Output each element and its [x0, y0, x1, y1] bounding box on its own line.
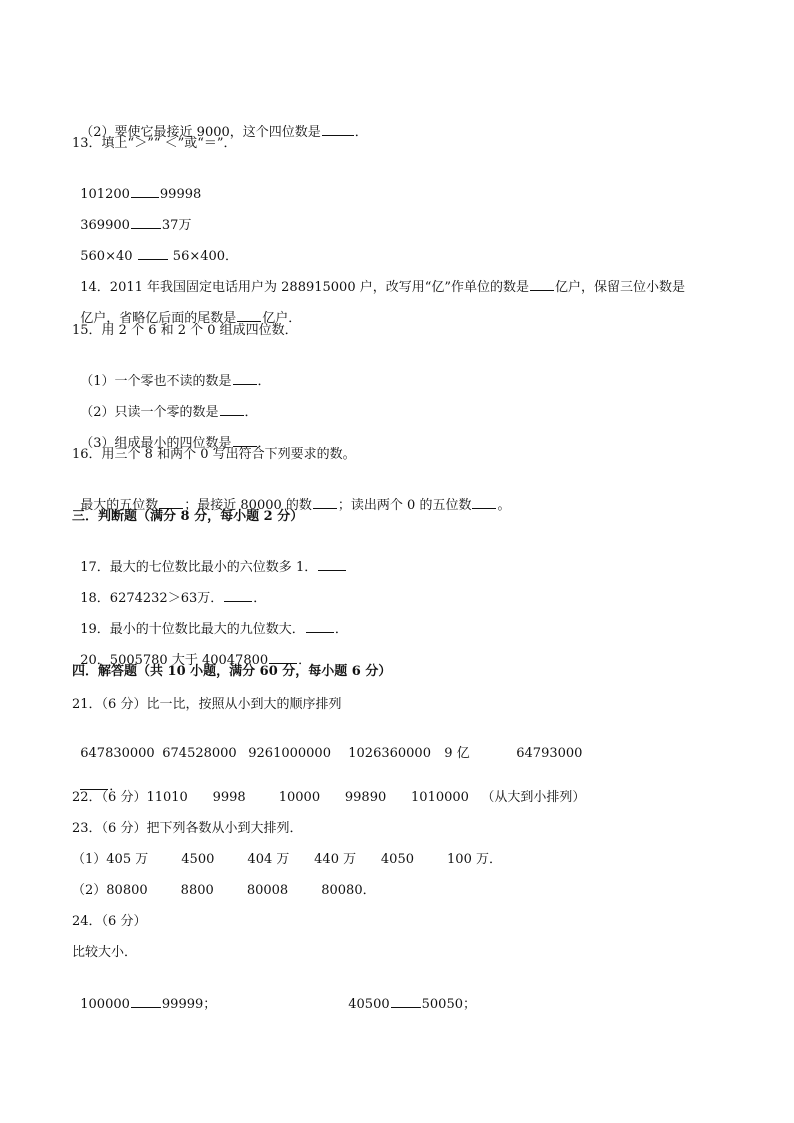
q24-subtitle: 比较大小．: [72, 945, 138, 960]
period: ．: [354, 125, 368, 140]
q21-title: 21．（6 分）比一比，按照从小到大的顺序排列: [72, 697, 342, 712]
answer-blank[interactable]: [322, 122, 354, 136]
q23-title: 23．（6 分）把下列各数从小到大排列．: [72, 821, 303, 836]
q16-a-text: 最大的五位数: [80, 498, 159, 513]
answer-blank[interactable]: [391, 994, 421, 1008]
answer-blank[interactable]: [80, 776, 108, 790]
period: ．: [253, 591, 267, 606]
q14-text-b: 亿户，保留三位小数是: [555, 280, 686, 295]
q24-compare-b: [348, 994, 476, 1014]
q21-number: 1026360000: [348, 746, 431, 761]
q14-text-c: 亿户，省略亿后面的尾数是: [80, 311, 237, 326]
q23-part1: （1）405 万 4500 404 万 440 万 4050 100 万．: [72, 852, 502, 867]
q13-title: 13．填上“＞”“ ＜”或“＝”．: [72, 136, 237, 151]
q24-compare-a: [80, 994, 348, 1014]
answer-blank[interactable]: [131, 994, 161, 1008]
period: ．: [244, 405, 258, 420]
answer-blank[interactable]: [472, 495, 496, 509]
answer-blank[interactable]: [138, 246, 168, 260]
q16-end: 。: [497, 498, 511, 513]
answer-blank[interactable]: [237, 308, 261, 322]
q21-number: 674528000: [162, 746, 237, 761]
q15-part2-text: （2）只读一个零的数是: [80, 405, 219, 420]
q21-number: 9 亿: [444, 746, 470, 761]
q16-title: 16．用三个 8 和两个 0 写出符合下列要求的数。: [72, 447, 356, 462]
q21-number: 9261000000: [248, 746, 331, 761]
q24-b-right: 50050；: [421, 997, 476, 1012]
period: ．: [298, 653, 312, 668]
q12-part2-text: （2）要使它最接近 9000，这个四位数是: [80, 125, 321, 140]
answer-blank[interactable]: [233, 371, 257, 385]
q24-row: [72, 976, 734, 1014]
q17-text: 17．最大的七位数比最小的六位数多 1．: [80, 560, 318, 575]
q13-b-left: 369900: [80, 218, 130, 233]
period: ．: [334, 622, 348, 637]
q15-part3-text: （3）组成最小的四位数是: [80, 436, 232, 451]
answer-blank[interactable]: [530, 277, 554, 291]
period: ．: [257, 374, 271, 389]
q19-text: 19．最小的十位数比最大的九位数大．: [80, 622, 305, 637]
answer-blank[interactable]: [131, 215, 161, 229]
q16-c-text: ；读出两个 0 的五位数: [337, 498, 472, 513]
section-4-heading: 四．解答题（共 10 小题，满分 60 分，每小题 6 分）: [72, 664, 392, 679]
q24-a-left: 100000: [80, 997, 130, 1012]
answer-blank[interactable]: [224, 588, 252, 602]
answer-blank[interactable]: [313, 495, 337, 509]
section-3-heading: 三．判断题（满分 8 分，每小题 2 分）: [72, 509, 304, 524]
answer-blank[interactable]: [131, 184, 159, 198]
period: ．: [109, 779, 123, 794]
q16-b-text: ；最接近 80000 的数: [184, 498, 312, 513]
q22: 22．（6 分）11010 9998 10000 99890 1010000 （从大到小排列）: [72, 790, 586, 805]
q24-a-right: 99999；: [161, 997, 217, 1012]
q14-text-a: 14．2011 年我国固定电话用户为 288915000 户，改写用“亿”作单位的数是: [80, 280, 530, 295]
q21-number: 647830000: [80, 746, 155, 761]
answer-blank[interactable]: [159, 495, 183, 509]
period: ．: [257, 436, 271, 451]
q13-c-left: 560×40: [80, 249, 133, 264]
q15-part1-text: （1）一个零也不读的数是: [80, 374, 232, 389]
q13-a-right: 99998: [159, 187, 202, 202]
answer-blank[interactable]: [306, 619, 334, 633]
answer-blank[interactable]: [318, 557, 346, 571]
answer-blank[interactable]: [233, 433, 257, 447]
q13-b-right: 37万: [161, 218, 192, 233]
q13-c-right: 56×400．: [172, 249, 239, 264]
q23-part2: （2）80800 8800 80008 80080．: [72, 883, 376, 898]
q24-title: 24．（6 分）: [72, 914, 147, 929]
answer-blank[interactable]: [220, 402, 244, 416]
answer-blank[interactable]: [269, 650, 297, 664]
q18-text: 18．6274232＞63万．: [80, 591, 224, 606]
q24-b-left: 40500: [348, 997, 390, 1012]
q21-number: 64793000: [516, 746, 583, 761]
q15-title: 15．用 2 个 6 和 2 个 0 组成四位数．: [72, 323, 298, 338]
q20-text: 20．5005780 大于 40047800: [80, 653, 269, 668]
q13-a-left: 101200: [80, 187, 130, 202]
q14-text-d: 亿户．: [262, 311, 302, 326]
